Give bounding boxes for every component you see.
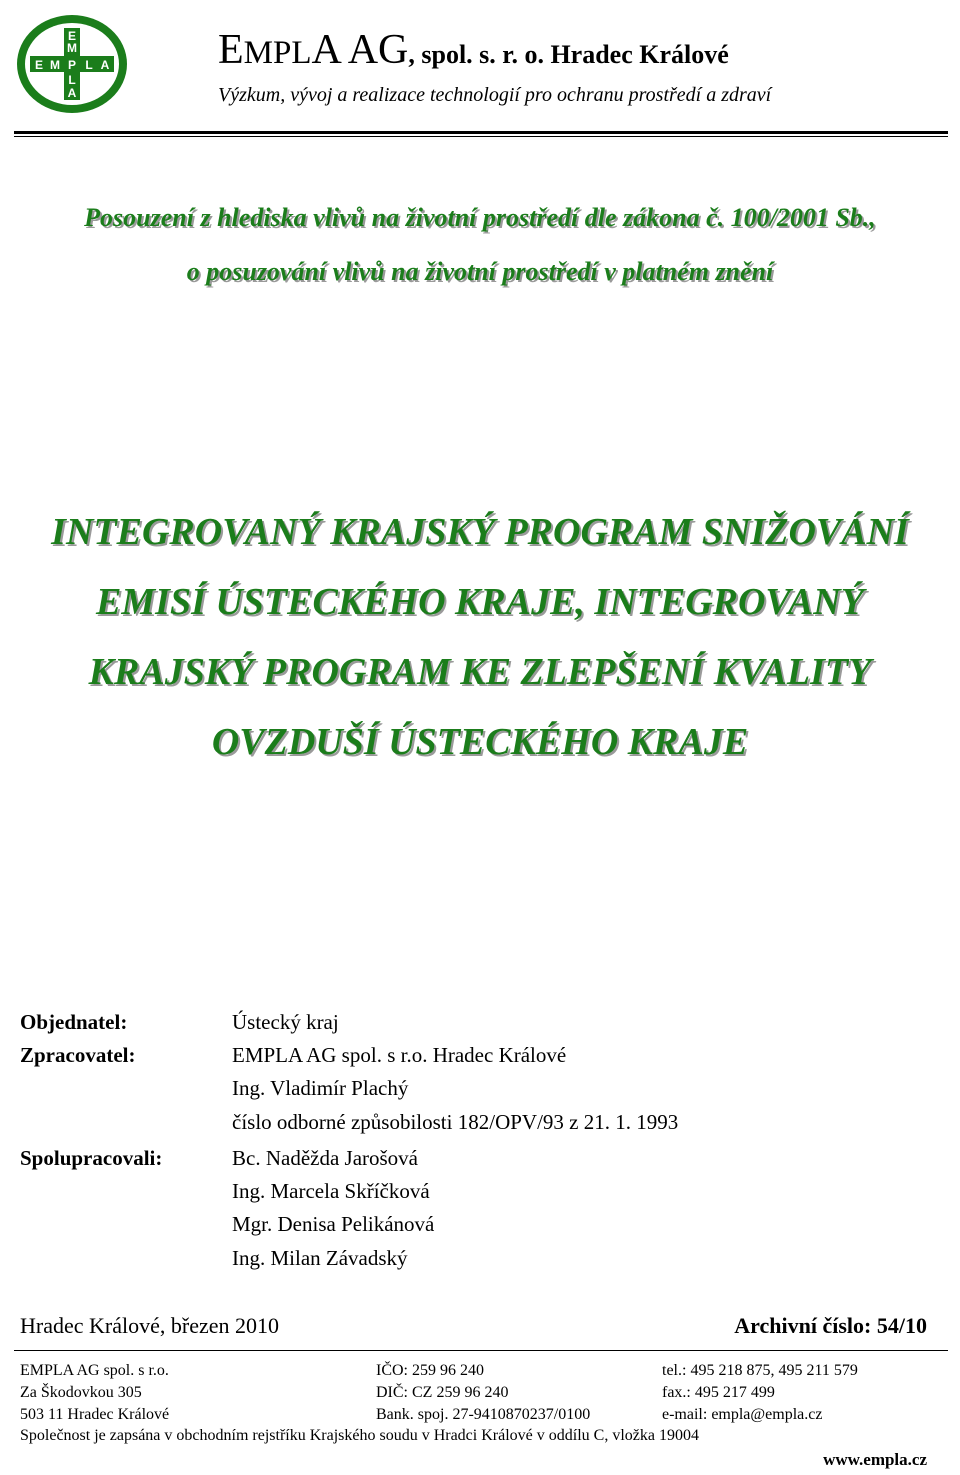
footer-registration: Společnost je zapsána v obchodním rejstříku Krajského soudu v Hradci Králové v oddílu C, vložka 19004 [20, 1427, 699, 1444]
collaborator-item: Ing. Milan Závadský [232, 1246, 408, 1270]
footer-dic: DIČ: CZ 259 96 240 [376, 1384, 509, 1401]
footer-bank: Bank. spoj. 27-9410870237/0100 [376, 1406, 591, 1423]
logo-letter-e: E [67, 29, 77, 43]
assessment-line-1: Posouzení z hlediska vlivů na životní prostředí dle zákona č. 100/2001 Sb., [84, 203, 876, 232]
processor-line: EMPLA AG spol. s r.o. Hradec Králové [232, 1043, 567, 1067]
header-divider-thin [14, 136, 948, 137]
logo-letter-l: L [68, 73, 76, 87]
company-tagline: Výzkum, vývoj a realizace technologií pro ochranu prostředí a zdraví [218, 84, 772, 106]
logo-row-l: L [85, 58, 93, 72]
logo-row-e: E [34, 58, 44, 72]
footer-company: EMPLA AG spol. s r.o. [20, 1362, 169, 1379]
footer-street: Za Škodovkou 305 [20, 1384, 142, 1401]
company-middle: MPL [243, 35, 312, 71]
collaborator-item: Ing. Marcela Skříčková [232, 1179, 430, 1203]
title-line: OVZDUŠÍ ÚSTECKÉHO KRAJE [211, 721, 749, 763]
processor-line: Ing. Vladimír Plachý [232, 1076, 409, 1100]
footer-fax: fax.: 495 217 499 [662, 1384, 775, 1401]
footer-ico: IČO: 259 96 240 [376, 1362, 484, 1379]
footer-divider [14, 1350, 948, 1351]
logo-row-p: P [67, 58, 77, 72]
processor-label: Zpracovatel: [20, 1043, 136, 1067]
empla-logo [14, 12, 130, 116]
client-label: Objednatel: [20, 1010, 128, 1034]
website-link[interactable]: www.empla.cz [823, 1450, 927, 1469]
footer-city: 503 11 Hradec Králové [20, 1406, 170, 1423]
title-line: KRAJSKÝ PROGRAM KE ZLEPŠENÍ KVALITY [88, 651, 872, 693]
company-legal-form: , spol. s. r. o. [408, 40, 544, 69]
company-initial: E [218, 27, 244, 73]
company-city: Hradec Králové [543, 40, 729, 69]
logo-row-a: A [100, 58, 110, 72]
logo-letter-a: A [67, 86, 77, 100]
assessment-line-2: o posuzování vlivů na životní prostředí v platném znění [186, 257, 774, 286]
place-and-date: Hradec Králové, březen 2010 [20, 1313, 279, 1338]
header-divider [14, 131, 948, 134]
archive-number: Archivní číslo: 54/10 [734, 1313, 927, 1338]
title-line: INTEGROVANÝ KRAJSKÝ PROGRAM SNIŽOVÁNÍ [51, 511, 909, 553]
logo-letter-m: M [67, 41, 77, 55]
client-value: Ústecký kraj [232, 1010, 339, 1034]
footer-tel: tel.: 495 218 875, 495 211 579 [662, 1362, 858, 1379]
collaborator-item: Mgr. Denisa Pelikánová [232, 1212, 435, 1236]
collaborator-item: Bc. Naděžda Jarošová [232, 1146, 419, 1170]
company-name [218, 26, 729, 74]
company-suffix: A AG [311, 27, 409, 73]
document-title [0, 497, 960, 777]
footer-email[interactable]: e-mail: empla@empla.cz [662, 1406, 823, 1423]
logo-row-m: M [50, 58, 60, 72]
processor-line: číslo odborné způsobilosti 182/OPV/93 z 21. 1. 1993 [232, 1110, 679, 1134]
collaborators-label: Spolupracovali: [20, 1146, 163, 1170]
title-line: EMISÍ ÚSTECKÉHO KRAJE, INTEGROVANÝ [96, 581, 864, 623]
